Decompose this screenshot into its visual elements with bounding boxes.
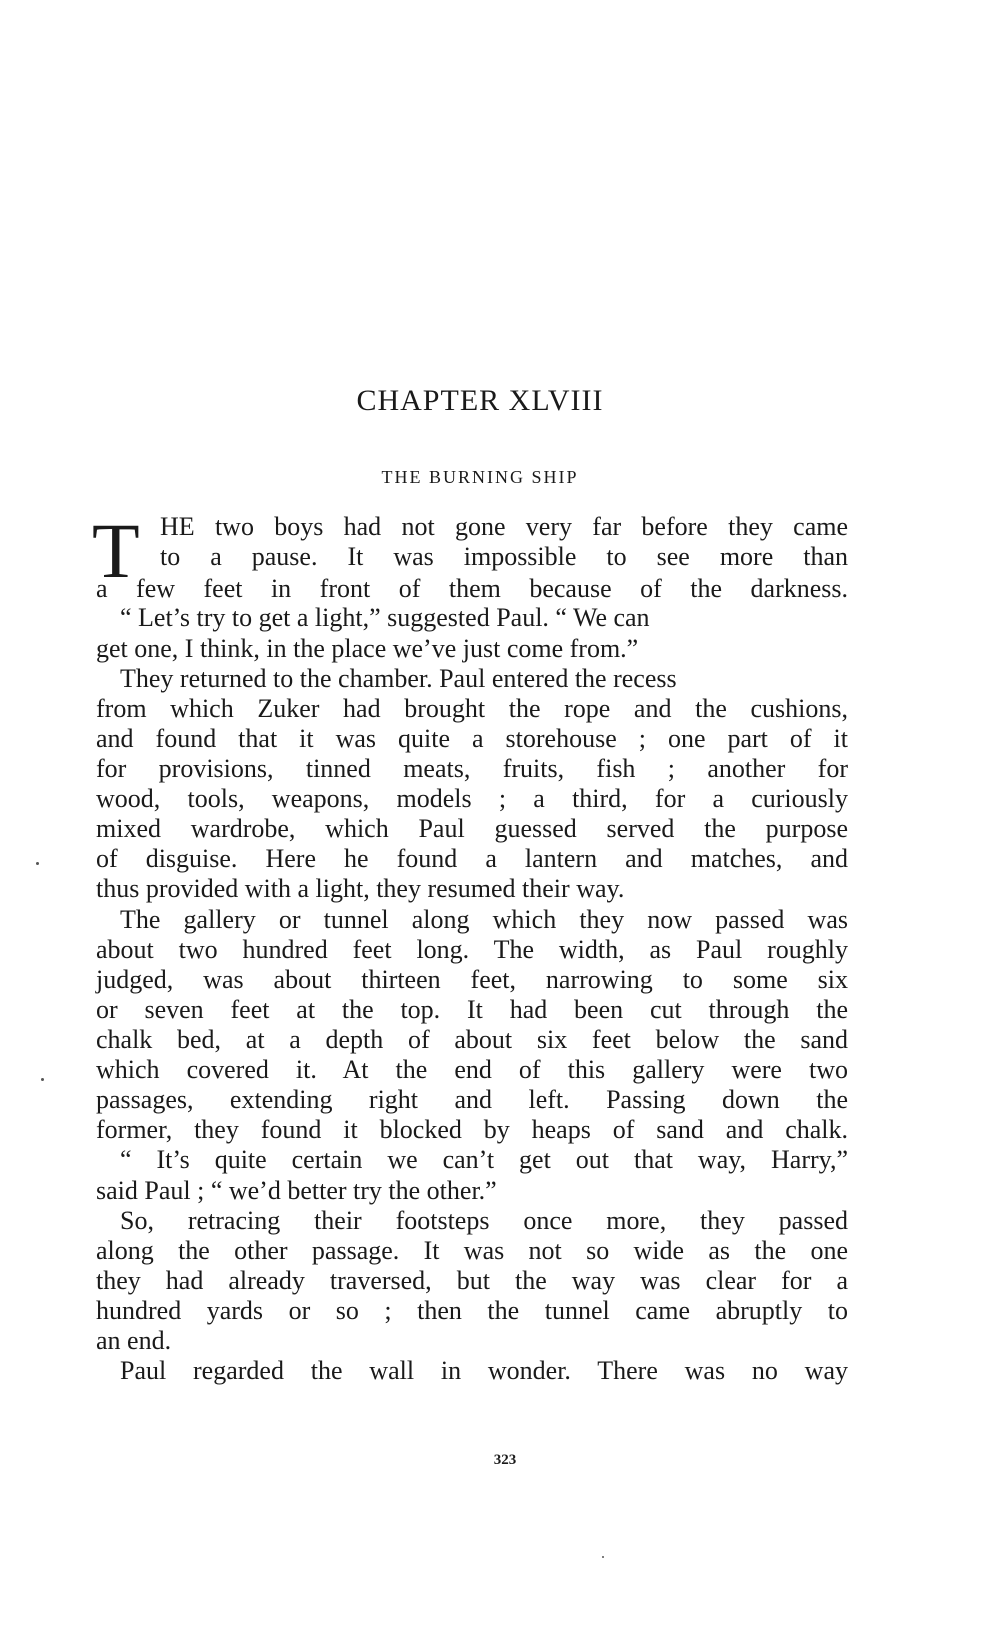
text-line: chalk bed, at a depth of about six feet below the sand (96, 1025, 848, 1054)
text-line: mixed wardrobe, which Paul guessed served the purpose (96, 814, 848, 843)
scan-speck (41, 1078, 44, 1081)
text-line: So, retracing their footsteps once more, they passed (120, 1206, 848, 1235)
text-line: of disguise. Here he found a lantern and matches, and (96, 844, 848, 873)
scan-speck (36, 862, 39, 865)
text-line: along the other passage. It was not so wide as the one (96, 1236, 848, 1265)
text-line: from which Zuker had brought the rope and the cushions, (96, 694, 848, 723)
text-line: thus provided with a light, they resumed their way. (96, 874, 625, 903)
text-line: said Paul ; “ we’d better try the other.” (96, 1176, 497, 1205)
text-line: they had already traversed, but the way was clear for a (96, 1266, 848, 1295)
text-line: or seven feet at the top. It had been cut through the (96, 995, 848, 1024)
text-line: for provisions, tinned meats, fruits, fish ; another for (96, 754, 848, 783)
text-line: and found that it was quite a storehouse ; one part of it (96, 724, 848, 753)
text-line: an end. (96, 1326, 172, 1355)
text-line: Paul regarded the wall in wonder. There was no way (120, 1356, 848, 1385)
text-line: which covered it. At the end of this gallery were two (96, 1055, 848, 1084)
drop-cap: T (92, 507, 140, 594)
text-line: They returned to the chamber. Paul entered the recess (120, 664, 677, 693)
page-number: 323 (493, 1452, 517, 1468)
text-line: to a pause. It was impossible to see more than (160, 542, 848, 571)
text-line: passages, extending right and left. Passing down the (96, 1085, 848, 1114)
text-line: a few feet in front of them because of the darkness. (96, 574, 848, 603)
text-line: about two hundred feet long. The width, as Paul roughly (96, 935, 848, 964)
text-line: HE two boys had not gone very far before they came (160, 512, 848, 541)
text-line: wood, tools, weapons, models ; a third, for a curiously (96, 784, 848, 813)
text-line: “ Let’s try to get a light,” suggested Paul. “ We can (120, 603, 650, 632)
text-line: former, they found it blocked by heaps of sand and chalk. (96, 1115, 848, 1144)
chapter-subtitle: THE BURNING SHIP (381, 467, 579, 487)
text-line: The gallery or tunnel along which they now passed was (120, 905, 848, 934)
text-line: get one, I think, in the place we’ve just come from.” (96, 634, 639, 663)
text-line: “ It’s quite certain we can’t get out that way, Harry,” (120, 1145, 848, 1174)
scan-speck (602, 1556, 604, 1558)
chapter-heading: CHAPTER XLVIII (356, 384, 604, 417)
text-line: judged, was about thirteen feet, narrowing to some six (96, 965, 848, 994)
text-line: hundred yards or so ; then the tunnel came abruptly to (96, 1296, 848, 1325)
